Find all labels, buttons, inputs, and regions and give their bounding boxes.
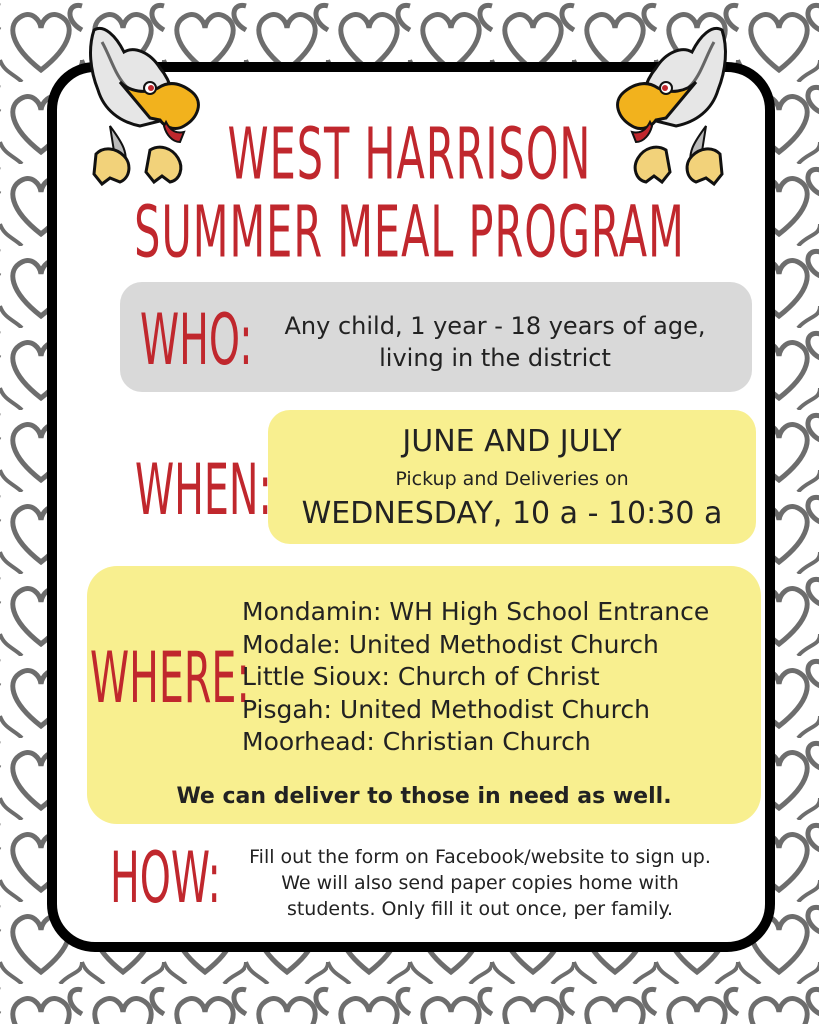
delivery-note: We can deliver to those in need as well. <box>176 784 672 809</box>
title-line-1: WEST HARRISON <box>227 112 592 196</box>
who-label: WHO: <box>140 300 253 382</box>
how-line-2: We will also send paper copies home with <box>281 872 679 894</box>
how-description <box>200 844 760 922</box>
when-months: JUNE AND JULY <box>402 424 622 459</box>
location-item: Modale: United Methodist Church <box>242 629 659 659</box>
how-line-3: students. Only fill it out once, per family. <box>286 898 674 920</box>
location-item: Little Sioux: Church of Christ <box>242 662 600 691</box>
where-label: WHERE: <box>90 638 250 720</box>
when-subtitle: Pickup and Deliveries on <box>395 468 629 490</box>
when-label: WHEN: <box>135 450 272 532</box>
how-line-1: Fill out the form on Facebook/website to sign up. <box>249 846 711 868</box>
who-description <box>240 310 750 374</box>
location-item: Pisgah: United Methodist Church <box>242 694 650 724</box>
title-line-2: SUMMER MEAL PROGRAM <box>134 190 685 274</box>
where-locations <box>242 596 709 759</box>
how-label: HOW: <box>110 838 221 920</box>
who-line-1: Any child, 1 year - 18 years of age, <box>284 312 706 340</box>
location-item: Mondamin: WH High School Entrance <box>242 597 710 626</box>
who-line-2: living in the district <box>379 344 611 372</box>
location-item: Moorhead: Christian Church <box>242 727 591 756</box>
when-schedule: WEDNESDAY, 10 a - 10:30 a <box>301 496 723 531</box>
